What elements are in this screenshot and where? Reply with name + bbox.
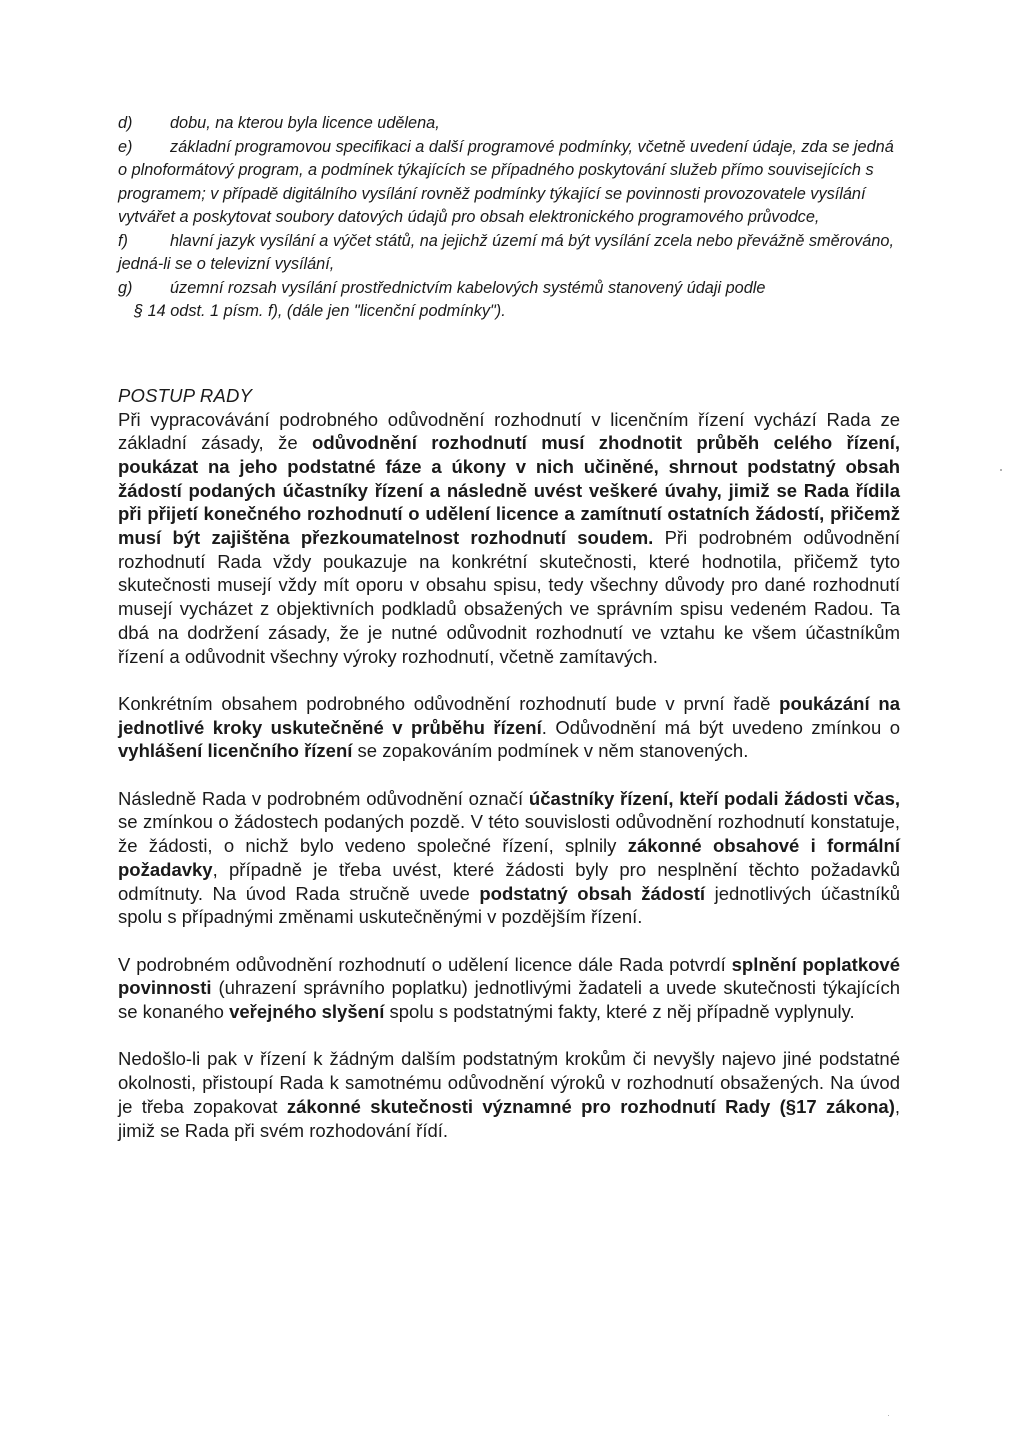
bold-text-run: podstatný obsah žádostí (479, 882, 706, 904)
list-item (118, 277, 900, 324)
item-text-continued: § 14 odst. 1 písm. f), (dále jen "licenční podmínky"). (134, 302, 506, 320)
bold-text-run: zákonné obsahové i formální požadavky (118, 835, 900, 880)
list-item (118, 112, 900, 136)
item-text-continued: údaje, zda se jedná o plnoformátový program, a podmínek týkajících se případného poskytování služeb přímo souvisejících s programem; v případě digitálního vysílání rovněž podmínky týkající se povinnosti provozovatele vysílání vytvářet a poskytovat soubory datových údajů pro obsah elektronického programového průvodce, (118, 137, 894, 226)
text-run: Nedošlo-li pak v řízení k žádným dalším podstatným krokům či nevyšly najevo jiné podstatné okolnosti, přistoupí Rada k samotnému odůvodnění výroků v rozhodnutí obsažených. Na úvod je třeba zopakovat (118, 1048, 900, 1117)
scan-speck (888, 1415, 889, 1416)
paragraph-legal-facts (118, 1047, 900, 1142)
text-run: V podrobném odůvodnění rozhodnutí o udělení licence dále Rada potvrdí (118, 953, 732, 975)
text-run: (uhrazení správního poplatku) jednotlivými žadateli a uvede skutečnosti týkajících se konaného (118, 977, 900, 1023)
paragraph-steps (118, 692, 900, 763)
text-run: se zmínkou o žádostech podaných pozdě. V této souvislosti odůvodnění rozhodnutí konstatuje, že žádosti, o nichž bylo vedeno společné řízení, splnily (118, 811, 900, 857)
item-text: územní rozsah vysílání prostřednictvím kabelových systémů stanovený údaji podle (170, 278, 766, 297)
text-run: Při vypracovávání podrobného odůvodnění rozhodnutí v licenčním řízení vychází Rada ze základní zásady, že (118, 408, 900, 454)
bold-text-run: zákonné skutečnosti významné pro rozhodnutí Rady (§17 zákona) (286, 1095, 895, 1117)
list-item (118, 136, 900, 230)
item-label: d) (118, 114, 133, 132)
licence-items-list (118, 112, 900, 324)
item-text: základní programovou specifikaci a další programové podmínky, včetně uvedení (170, 137, 748, 156)
bold-text-run: odůvodnění rozhodnutí musí zhodnotit průběh celého řízení, poukázat na jeho podstatné fáze a úkony v nich učiněné, shrnout podstatný obsah žádostí podaných účastníky řízení a následně uvést veškeré úvahy, jimiž se Rada řídila při přijetí konečného rozhodnutí o udělení licence a zamítnutí ostatních žádostí, přičemž musí být zajištěna přezkoumatelnost rozhodnutí soudem. (118, 432, 900, 549)
text-run: Následně Rada v podrobném odůvodnění označí (118, 787, 529, 809)
paragraph-principles (118, 408, 900, 669)
paragraph-participants (118, 787, 900, 929)
text-run: se zopakováním podmínek v něm stanovených. (352, 740, 749, 762)
bold-text-run: účastníky řízení, kteří podali žádosti včas, (528, 787, 901, 809)
item-text: hlavní jazyk vysílání a výčet států, na jejichž území má být vysílání zcela nebo (170, 231, 733, 250)
text-run: Při podrobném odůvodnění rozhodnutí Rada vždy poukazuje na konkrétní skutečnosti, které hodnotila, přičemž tyto skutečnosti musejí vždy mít oporu v obsahu spisu, tedy všechny důvody pro dané rozhodnutí musejí vycházet z objektivních podkladů obsažených ve správním spisu vedeném Radou. Ta dbá na dodržení zásady, že je nutné odůvodnit rozhodnutí ve vztahu ke všem účastníkům řízení a odůvodnit všechny výroky rozhodnutí, včetně zamítavých. (118, 527, 900, 667)
text-run: . Odůvodnění má být uvedeno zmínkou o (541, 716, 900, 738)
bold-text-run: vyhlášení licenčního řízení (118, 740, 353, 762)
item-label: f) (118, 231, 128, 250)
item-label: g) (118, 278, 133, 297)
text-run: , případně je třeba uvést, které žádosti byly pro nesplnění těchto požadavků odmítnuty. Na úvod Rada stručně uvede (118, 858, 900, 904)
text-run: , jimiž se Rada při svém rozhodování řídí. (118, 1095, 900, 1141)
bold-text-run: poukázání na jednotlivé kroky uskutečněné v průběhu řízení (118, 692, 900, 738)
text-run: jednotlivých účastníků spolu s případnými změnami uskutečněnými v pozdějším řízení. (118, 882, 900, 928)
item-text: dobu, na kterou byla licence udělena, (170, 114, 440, 132)
text-run: Konkrétním obsahem podrobného odůvodnění rozhodnutí bude v první řadě (118, 692, 780, 714)
section-title: POSTUP RADY (118, 384, 253, 406)
paragraph-fees (118, 953, 900, 1024)
item-text-continued: převážně směrováno, jedná-li se o televizní vysílání, (118, 231, 894, 273)
text-run: spolu s podstatnými fakty, které z něj případně vyplynuly. (384, 1001, 855, 1023)
bold-text-run: veřejného slyšení (229, 1001, 385, 1023)
list-item (118, 230, 900, 277)
bold-text-run: splnění poplatkové povinnosti (118, 953, 900, 999)
document-page (118, 112, 900, 1166)
scan-speck (1000, 469, 1002, 471)
item-label: e) (118, 137, 133, 156)
